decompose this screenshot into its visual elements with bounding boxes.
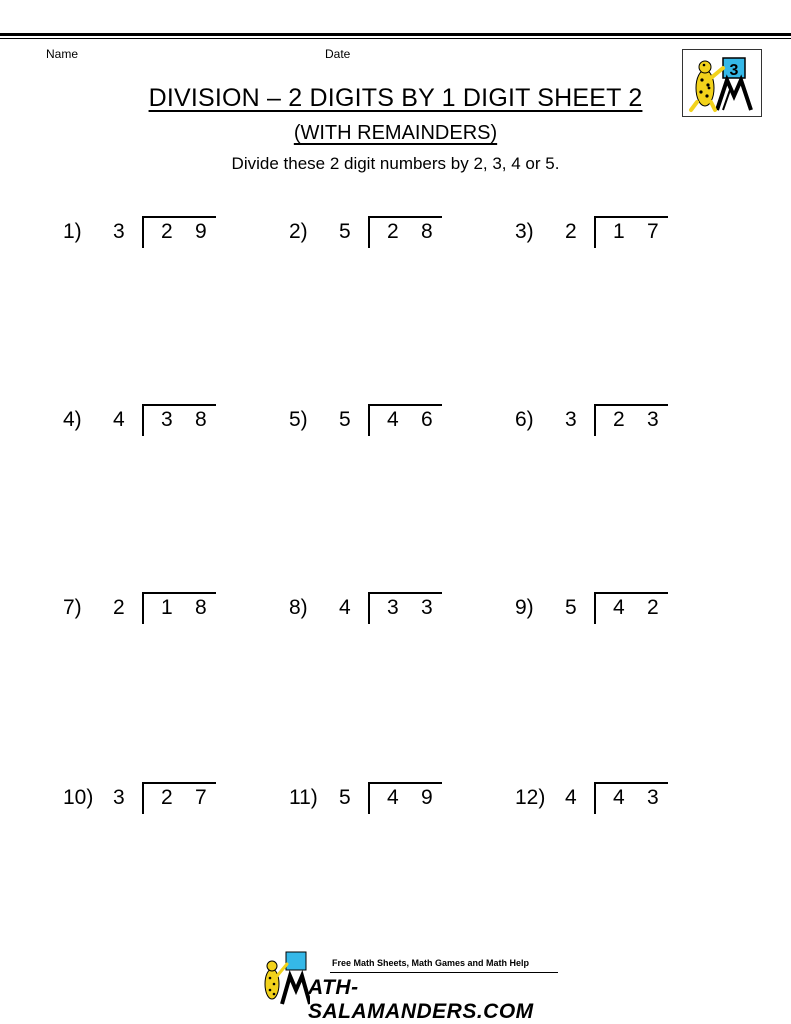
divisor: 5 [339, 220, 351, 243]
divisor: 2 [565, 220, 577, 243]
dividend-ones: 8 [195, 408, 207, 431]
dividend-tens: 3 [387, 596, 399, 619]
dividend-ones: 8 [421, 220, 433, 243]
top-rule-thin [0, 38, 791, 39]
dividend-tens: 4 [613, 786, 625, 809]
dividend-ones: 3 [647, 408, 659, 431]
problem-number: 8) [289, 596, 308, 619]
logo-grade: 3 [729, 62, 739, 79]
problem-number: 9) [515, 596, 534, 619]
dividend-tens: 3 [161, 408, 173, 431]
problem-number: 3) [515, 220, 534, 243]
problem-number: 11) [289, 786, 318, 809]
footer-divider [330, 972, 558, 973]
divisor: 2 [113, 596, 125, 619]
problem-number: 5) [289, 408, 308, 431]
dividend-ones: 7 [195, 786, 207, 809]
dividend-ones: 6 [421, 408, 433, 431]
problem-number: 10) [63, 786, 94, 809]
divisor: 4 [565, 786, 577, 809]
footer-logo [258, 950, 558, 1023]
divisor: 4 [113, 408, 125, 431]
problem-number: 4) [63, 408, 82, 431]
dividend-tens: 1 [161, 596, 173, 619]
dividend-tens: 1 [613, 220, 625, 243]
dividend-tens: 2 [613, 408, 625, 431]
worksheet-subtitle [0, 122, 791, 145]
dividend-tens: 4 [613, 596, 625, 619]
dividend-tens: 4 [387, 408, 399, 431]
dividend-ones: 9 [421, 786, 433, 809]
problem-number: 2) [289, 220, 308, 243]
dividend-tens: 2 [387, 220, 399, 243]
worksheet-subtitle-text: (WITH REMAINDERS) [293, 122, 498, 144]
problem-number: 6) [515, 408, 534, 431]
salamander-footer-icon [258, 950, 310, 1006]
worksheet-instructions: Divide these 2 digit numbers by 2, 3, 4 or 5. [231, 154, 560, 173]
dividend-ones: 3 [647, 786, 659, 809]
dividend-ones: 2 [647, 596, 659, 619]
dividend-ones: 8 [195, 596, 207, 619]
problem-number: 1) [63, 220, 82, 243]
dividend-tens: 2 [161, 220, 173, 243]
divisor: 3 [113, 220, 125, 243]
footer-tagline: Free Math Sheets, Math Games and Math Help [332, 958, 530, 968]
divisor: 4 [339, 596, 351, 619]
divisor: 5 [565, 596, 577, 619]
problem-number: 7) [63, 596, 82, 619]
dividend-ones: 7 [647, 220, 659, 243]
divisor: 5 [339, 786, 351, 809]
divisor: 3 [113, 786, 125, 809]
divisor: 3 [565, 408, 577, 431]
name-label: Name [46, 47, 79, 61]
dividend-ones: 9 [195, 220, 207, 243]
worksheet-title-text: DIVISION – 2 DIGITS BY 1 DIGIT SHEET 2 [148, 84, 643, 112]
worksheet-title [0, 84, 791, 113]
problem-number: 12) [515, 786, 546, 809]
top-rule [0, 33, 791, 36]
dividend-ones: 3 [421, 596, 433, 619]
date-label: Date [325, 47, 351, 61]
dividend-tens: 4 [387, 786, 399, 809]
footer-site-name: ATH-SALAMANDERS.COM [308, 976, 534, 1023]
dividend-tens: 2 [161, 786, 173, 809]
divisor: 5 [339, 408, 351, 431]
